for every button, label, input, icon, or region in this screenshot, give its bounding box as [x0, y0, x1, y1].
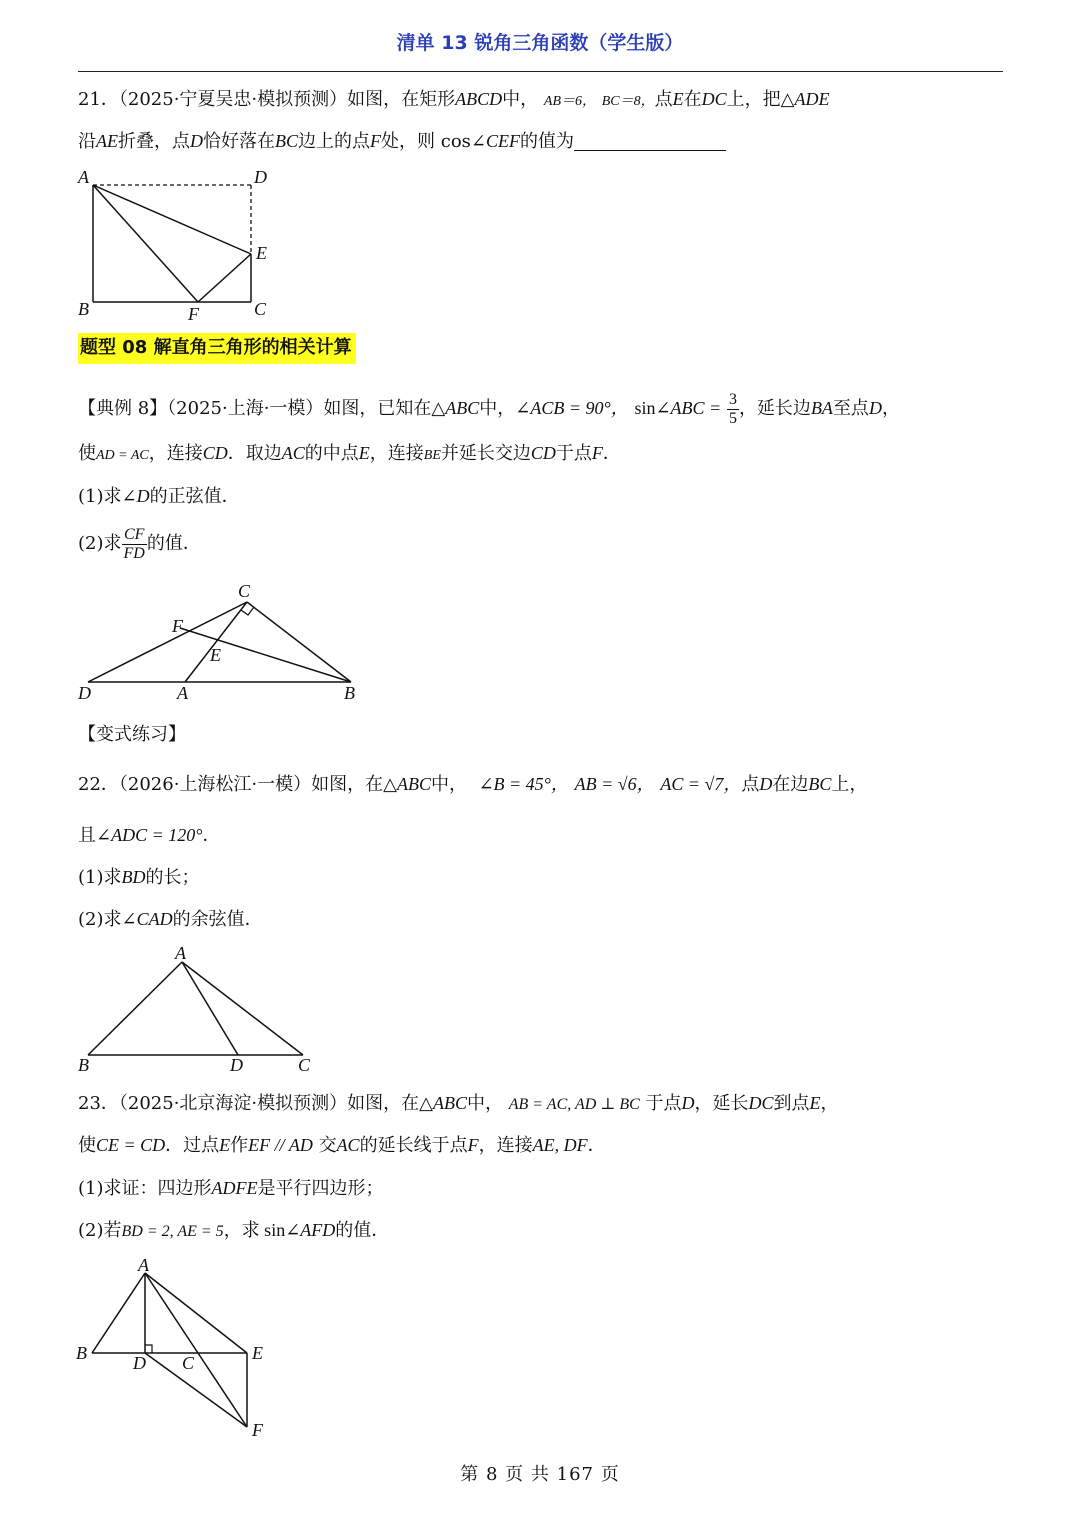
label-B: B: [78, 1055, 89, 1075]
header-rule: [78, 71, 1003, 72]
page-footer: 第 8 页 共 167 页: [460, 1464, 620, 1485]
label-C: C: [298, 1055, 311, 1075]
q22-figure: [70, 940, 330, 1075]
label-C: C: [238, 581, 251, 601]
label-C: C: [254, 299, 267, 319]
q21-figure: [70, 162, 290, 327]
label-A: A: [138, 1255, 149, 1275]
fraction-3-5: $\frac{3}{5}$: [728, 390, 737, 427]
q23-part1: (1)求证：四边形ADFE是平行四边形；: [78, 1178, 384, 1199]
q23-line1: 23．（2025·北京海淀·模拟预测）如图，在△ABC中， AB = AC, AD ⊥ BC 于点D，延长DC到点E，: [78, 1093, 839, 1114]
q21-number: 21．: [78, 89, 119, 110]
example8-figure: [70, 578, 370, 708]
label-D: D: [78, 683, 91, 703]
q22-part1: (1)求BD的长；: [78, 867, 200, 888]
q23-figure: [70, 1255, 290, 1445]
example8-line1: 【典例 8】（2025·上海·一模）如图，已知在△ABC中，∠ACB = 90°， sin∠ABC = $\frac{3}{5}$ ，延长边BA至点D，: [78, 390, 900, 427]
label-D: D: [254, 167, 267, 187]
label-A: A: [78, 167, 89, 187]
label-F: F: [188, 304, 199, 324]
q22-part2: (2)求∠CAD的余弦值．: [78, 909, 263, 930]
answer-blank[interactable]: [574, 132, 726, 151]
q21-line1: 21．（2025·宁夏吴忠·模拟预测）如图，在矩形ABCD中， AB＝6， BC＝8，点E在DC上，把△ADE: [78, 89, 830, 110]
q23-part2: (2)若BD = 2, AE = 5，求 sin∠AFD的值．: [78, 1220, 390, 1241]
label-D: D: [133, 1353, 146, 1373]
label-F: F: [252, 1420, 263, 1440]
label-A: A: [177, 683, 188, 703]
q22-line1: 22．（2026·上海松江·一模）如图，在△ABC中， ∠B = 45°， AB = √6， AC = √7，点D在边BC上，: [78, 774, 868, 795]
q22-line2: 且∠ADC = 120°．: [78, 825, 221, 846]
q23-line2: 使CE = CD．过点E作EF // AD 交AC的延长线于点F，连接AE, DF．: [78, 1135, 606, 1156]
label-C: C: [182, 1353, 195, 1373]
section-heading: 题型 08 解直角三角形的相关计算: [78, 333, 356, 364]
label-E: E: [210, 645, 221, 665]
label-B: B: [78, 299, 89, 319]
label-E: E: [256, 243, 267, 263]
example8-part1: (1)求∠D的正弦值．: [78, 486, 240, 507]
variant-heading: 【变式练习】: [78, 724, 186, 745]
example8-part2: (2)求 $\frac{CF}{FD}$ 的值．: [78, 525, 201, 562]
label-A: A: [175, 943, 186, 963]
example8-line2: 使AD = AC，连接CD．取边AC的中点E，连接BE并延长交边CD于点F．: [78, 443, 621, 464]
page-title: 清单 13 锐角三角函数（学生版）: [396, 32, 684, 54]
label-B: B: [76, 1343, 87, 1363]
label-E: E: [252, 1343, 263, 1363]
q21-line2: 沿AE折叠，点D恰好落在BC边上的点F处，则 cos∠CEF的值为: [78, 128, 726, 155]
label-D: D: [230, 1055, 243, 1075]
label-F: F: [172, 616, 183, 636]
label-B: B: [344, 683, 355, 703]
fraction-cf-fd: $\frac{CF}{FD}$: [123, 525, 145, 562]
